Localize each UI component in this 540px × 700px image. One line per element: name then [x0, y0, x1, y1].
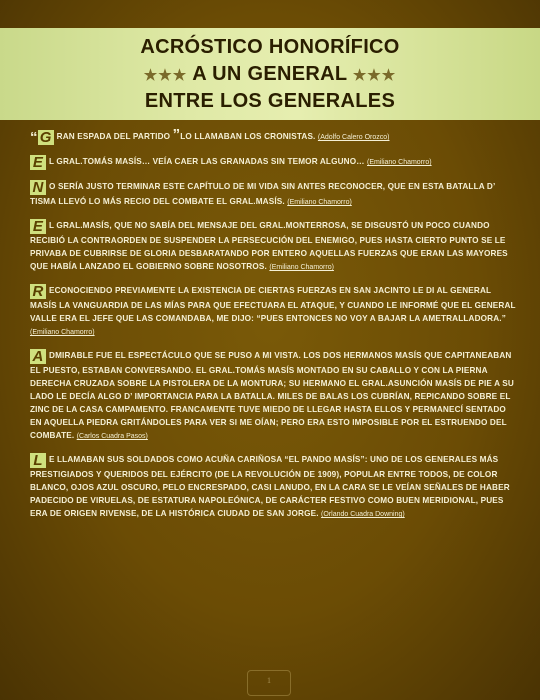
title-line-1: ACRÓSTICO HONORÍFICO [140, 36, 400, 58]
drop-cap-e: E [30, 219, 46, 234]
stars-right-icon: ★★★ [352, 67, 397, 84]
source-citation: (Carlos Cuadra Pasos) [76, 433, 148, 440]
source-citation: (Emiliano Chamorro) [367, 159, 432, 166]
paragraph-e2 [30, 219, 516, 274]
paragraph-text: ECONOCIENDO PREVIAMENTE LA EXISTENCIA DE CIERTAS FUERZAS EN SAN JACINTO LE DI AL GENERAL MASÍS LA VANGUARDIA DE LAS MÍAS PARA QUE EFECTUARA EL ATAQUE, Y CUANDO LE INFORMÉ QUE EL GENERAL VALLE ERA EL JEFE QUE LAS COMANDABA, ME DIJO: “PUES ENTONCES NO VOY A BAJAR LA AMETRALLADORA.” [30, 286, 516, 323]
page-number-scroll-icon [247, 670, 291, 696]
paragraph-g [30, 126, 516, 146]
title-banner [0, 28, 540, 120]
drop-cap-l: L [30, 453, 46, 468]
page-number: 1 [267, 676, 271, 685]
paragraph-text: RAN ESPADA DEL PARTIDO [56, 132, 173, 141]
close-quote: ” [172, 126, 181, 143]
open-quote: “ [30, 129, 38, 146]
paragraph-l [30, 453, 516, 521]
title-line-2-text: A UN GENERAL [192, 63, 347, 85]
paragraph-text-2: LO LLAMABAN LOS CRONISTAS. [180, 132, 318, 141]
paragraph-text: L GRAL.TOMÁS MASÍS… VEÍA CAER LAS GRANADAS SIN TEMOR ALGUNO… [49, 157, 368, 166]
source-citation: (Adolfo Calero Orozco) [317, 134, 390, 141]
drop-cap-r: R [30, 284, 46, 299]
source-citation: (Emiliano Chamorro) [269, 264, 334, 271]
source-citation: (Orlando Cuadra Downing) [321, 511, 405, 518]
paragraph-text: L GRAL.MASÍS, QUE NO SABÍA DEL MENSAJE DEL GRAL.MONTERROSA, SE DISGUSTÓ UN POCO CUANDO RECIBIÓ LA CONTRAORDEN DE SUSPENDER LA PERSECUCIÓN DEL ENEMIGO, PUES HASTA CIERTO PUNTO SE LE PRIVABA DE CUBRIRSE DE GLORIA DESBARATANDO POR ENTERO AQUELLAS FUERZAS QUE ERAN LAS MAYORES QUE HABÍA LANZADO EL GOBIERNO SOBRE NOSOTROS. [30, 221, 508, 271]
drop-cap-g: G [38, 130, 54, 145]
paragraph-e1 [30, 155, 516, 170]
paragraph-n [30, 180, 516, 209]
paragraph-text: O SERÍA JUSTO TERMINAR ESTE CAPÍTULO DE MI VIDA SIN ANTES RECONOCER, QUE EN ESTA BATALLA D’ TISMA LLEVÓ LO MÁS RECIO DEL COMBATE EL GRAL.MASÍS. [30, 182, 495, 206]
title-line-3: ENTRE LOS GENERALES [144, 90, 396, 112]
stars-left-icon: ★★★ [143, 67, 188, 84]
drop-cap-a: A [30, 349, 46, 364]
acrostic-body [30, 126, 516, 521]
drop-cap-e: E [30, 155, 46, 170]
paragraph-text: E LLAMABAN SUS SOLDADOS COMO ACUÑA CARIÑOSA “EL PANDO MASÍS”: UNO DE LOS GENERALES MÁS PRESTIGIADOS Y QUERIDOS DEL EJÉRCITO (DE LA REVOLUCIÓN DE 1909), POPULAR ENTRE TODOS, DE COLOR BLANCO, OJOS AZUL OSCURO, PELO ENCRESPADO, CASI LANUDO, EN LA CARA SE LE VEÍAN SEÑALES DE HABER PADECIDO DE VIRUELAS, DE ESTATURA NAPOLEÓNICA, DE CARÁCTER FESTIVO COMO BUEN MERIDIONAL, PUES ERA DE ORIGEN RIVENSE, DE LA HISTÓRICA CIUDAD DE SAN JORGE. [30, 455, 510, 518]
drop-cap-n: N [30, 180, 46, 195]
title-line-2 [0, 63, 540, 86]
paragraph-r [30, 284, 516, 339]
source-citation: (Emiliano Chamorro) [287, 199, 352, 206]
paragraph-text: DMIRABLE FUE EL ESPECTÁCULO QUE SE PUSO A MI VISTA. LOS DOS HERMANOS MASÍS QUE CAPITANEABAN EL PUESTO, ESTABAN CONVERSANDO. EL GRAL.TOMÁS MASÍS MONTADO EN SU CABALLO Y CON LA PIERNA DERECHA CRUZADA SOBRE LA PISTOLERA DE LA MONTURA; SU HERMANO EL GRAL.ASUNCIÓN MASÍS DE PIE A SU LADO LE DECÍA ALGO D’ IMPORTANCIA PARA LA BATALLA. MILES DE BALAS LOS CUBRÍAN, REPICANDO SOBRE EL ZINC DE LA CASA CAMPAMENTO. FRANCAMENTE TUVE MIEDO DE LLEGAR HASTA ELLOS Y PERMANECÍ SENTADO EN AQUELLA PIEDRA GRITÁNDOLES PARA VER SI ME OÍAN; PERO ERA ESTO IMPOSIBLE POR EL ESTRUENDO DEL COMBATE. [30, 351, 514, 440]
paragraph-a [30, 349, 516, 443]
source-citation: (Emiliano Chamorro) [30, 329, 95, 336]
